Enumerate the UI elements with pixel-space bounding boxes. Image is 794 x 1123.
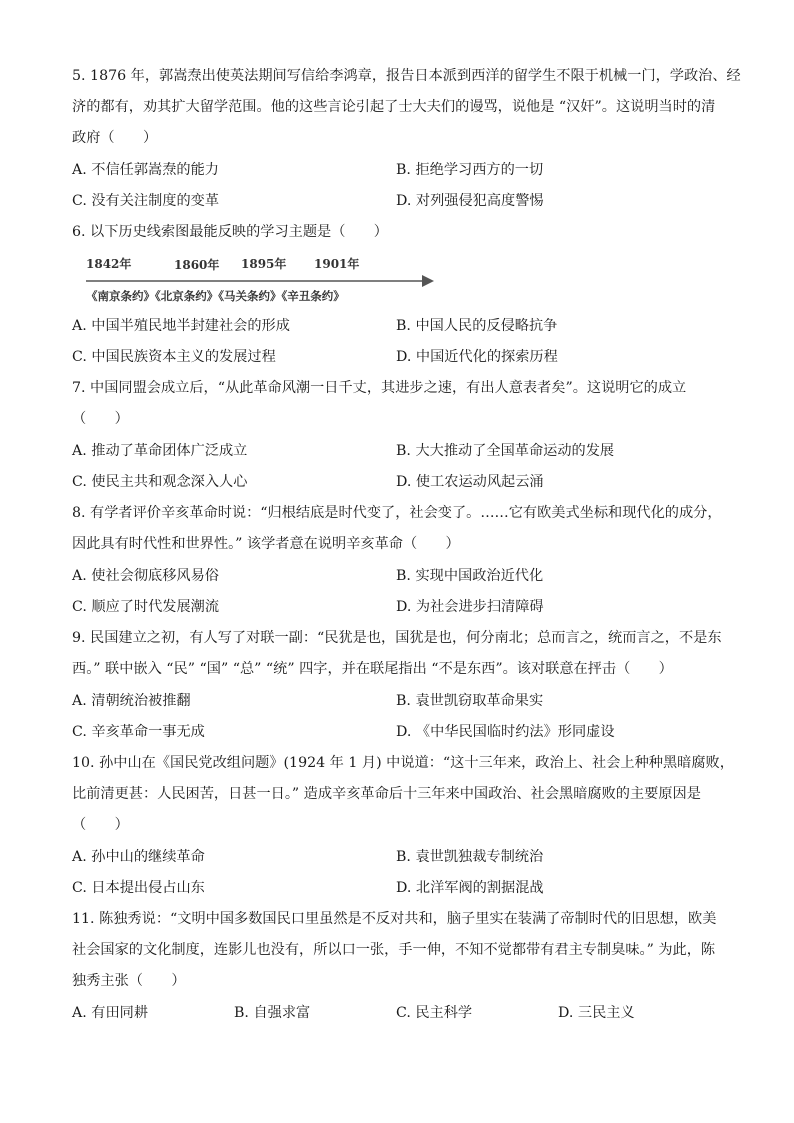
history-timeline [86, 256, 438, 306]
q9-option-d[interactable]: D. 《中华民国临时约法》形同虚设 [396, 724, 615, 740]
q8-stem-line-2: 因此具有时代性和世界性。” 该学者意在说明辛亥革命（ ） [72, 536, 460, 552]
q7-option-a[interactable]: A. 推动了革命团体广泛成立 [72, 443, 248, 459]
q9-stem-line-1: 9. 民国建立之初，有人写了对联一副：“民犹是也，国犹是也，何分南北；总而言之，统而言之，不是东 [72, 630, 722, 646]
q5-option-b[interactable]: B. 拒绝学习西方的一切 [396, 162, 544, 178]
q10-stem-line-3: （ ） [72, 817, 129, 833]
timeline-year-3: 1895年 [241, 257, 287, 271]
timeline-year-1: 1842年 [86, 257, 132, 271]
q7-option-c[interactable]: C. 使民主共和观念深入人心 [72, 474, 248, 490]
timeline-year-2: 1860年 [174, 258, 220, 272]
q8-option-a[interactable]: A. 使社会彻底移风易俗 [72, 568, 219, 584]
q8-stem-line-1: 8. 有学者评价辛亥革命时说：“归根结底是时代变了，社会变了。……它有欧美式坐标和现代化的成分， [72, 505, 722, 521]
q5-option-a[interactable]: A. 不信任郭嵩焘的能力 [72, 162, 219, 178]
q10-option-b[interactable]: B. 袁世凯独裁专制统治 [396, 849, 544, 865]
q10-option-a[interactable]: A. 孙中山的继续革命 [72, 849, 205, 865]
q6-option-d[interactable]: D. 中国近代化的探索历程 [396, 349, 558, 365]
q7-stem-line-1: 7. 中国同盟会成立后，“从此革命风潮一日千丈，其进步之速，有出人意表者矣”。这说明它的成立 [72, 380, 687, 396]
q11-stem-line-3: 独秀主张（ ） [72, 973, 186, 989]
q10-option-d[interactable]: D. 北洋军阀的割据混战 [396, 880, 544, 896]
q11-option-b[interactable]: B. 自强求富 [234, 1005, 311, 1021]
q11-stem-line-2: 社会国家的文化制度，连影儿也没有，所以口一张，手一伸，不知不觉都带有君主专制臭味。” 为此，陈 [72, 942, 716, 958]
q9-option-c[interactable]: C. 辛亥革命一事无成 [72, 724, 205, 740]
timeline-year-4: 1901年 [314, 257, 360, 271]
q10-option-c[interactable]: C. 日本提出侵占山东 [72, 880, 205, 896]
q6-stem-line-1: 6. 以下历史线索图最能反映的学习主题是（ ） [72, 224, 388, 240]
q10-stem-line-1: 10. 孙中山在《国民党改组问题》(1924 年 1 月) 中说道：“这十三年来，政治上、社会上种种黑暗腐败， [72, 755, 734, 771]
q9-stem-line-2: 西。” 联中嵌入 “民” “国” “总” “统” 四字，并在联尾指出 “不是东西”。该对联意在抨击（ ） [72, 661, 673, 677]
q11-option-c[interactable]: C. 民主科学 [396, 1005, 473, 1021]
q11-option-d[interactable]: D. 三民主义 [558, 1005, 635, 1021]
q11-option-a[interactable]: A. 有田同耕 [72, 1005, 149, 1021]
q6-option-b[interactable]: B. 中国人民的反侵略抗争 [396, 318, 558, 334]
q9-option-b[interactable]: B. 袁世凯窃取革命果实 [396, 693, 544, 709]
q6-option-a[interactable]: A. 中国半殖民地半封建社会的形成 [72, 318, 290, 334]
q7-option-b[interactable]: B. 大大推动了全国革命运动的发展 [396, 443, 615, 459]
q7-option-d[interactable]: D. 使工农运动风起云涌 [396, 474, 544, 490]
q5-stem-line-3: 政府（ ） [72, 130, 158, 146]
timeline-graphic [86, 256, 438, 306]
q6-option-c[interactable]: C. 中国民族资本主义的发展过程 [72, 349, 276, 365]
q11-stem-line-1: 11. 陈独秀说：“文明中国多数国民口里虽然是不反对共和，脑子里实在装满了帝制时代的旧思想，欧美 [72, 911, 717, 927]
q8-option-c[interactable]: C. 顺应了时代发展潮流 [72, 599, 220, 615]
q10-stem-line-2: 比前清更甚：人民困苦，日甚一日。” 造成辛亥革命后十三年来中国政治、社会黑暗腐败的主要原因是 [72, 786, 701, 802]
timeline-arrow-icon [422, 275, 434, 287]
q9-option-a[interactable]: A. 清朝统治被推翻 [72, 693, 191, 709]
q5-stem-line-1: 5. 1876 年，郭嵩焘出使英法期间写信给李鸿章，报告日本派到西洋的留学生不限于机械一门，学政治、经 [72, 68, 741, 84]
q5-option-c[interactable]: C. 没有关注制度的变革 [72, 193, 220, 209]
q8-option-d[interactable]: D. 为社会进步扫清障碍 [396, 599, 544, 615]
timeline-treaties: 《南京条约》《北京条约》《马关条约》《辛丑条约》 [86, 289, 345, 303]
q5-stem-line-2: 济的都有，劝其扩大留学范围。他的这些言论引起了士大夫们的谩骂，说他是 “汉奸”。这说明当时的清 [72, 99, 716, 115]
q5-option-d[interactable]: D. 对列强侵犯高度警惕 [396, 193, 544, 209]
q8-option-b[interactable]: B. 实现中国政治近代化 [396, 568, 544, 584]
q7-stem-line-2: （ ） [72, 411, 129, 427]
